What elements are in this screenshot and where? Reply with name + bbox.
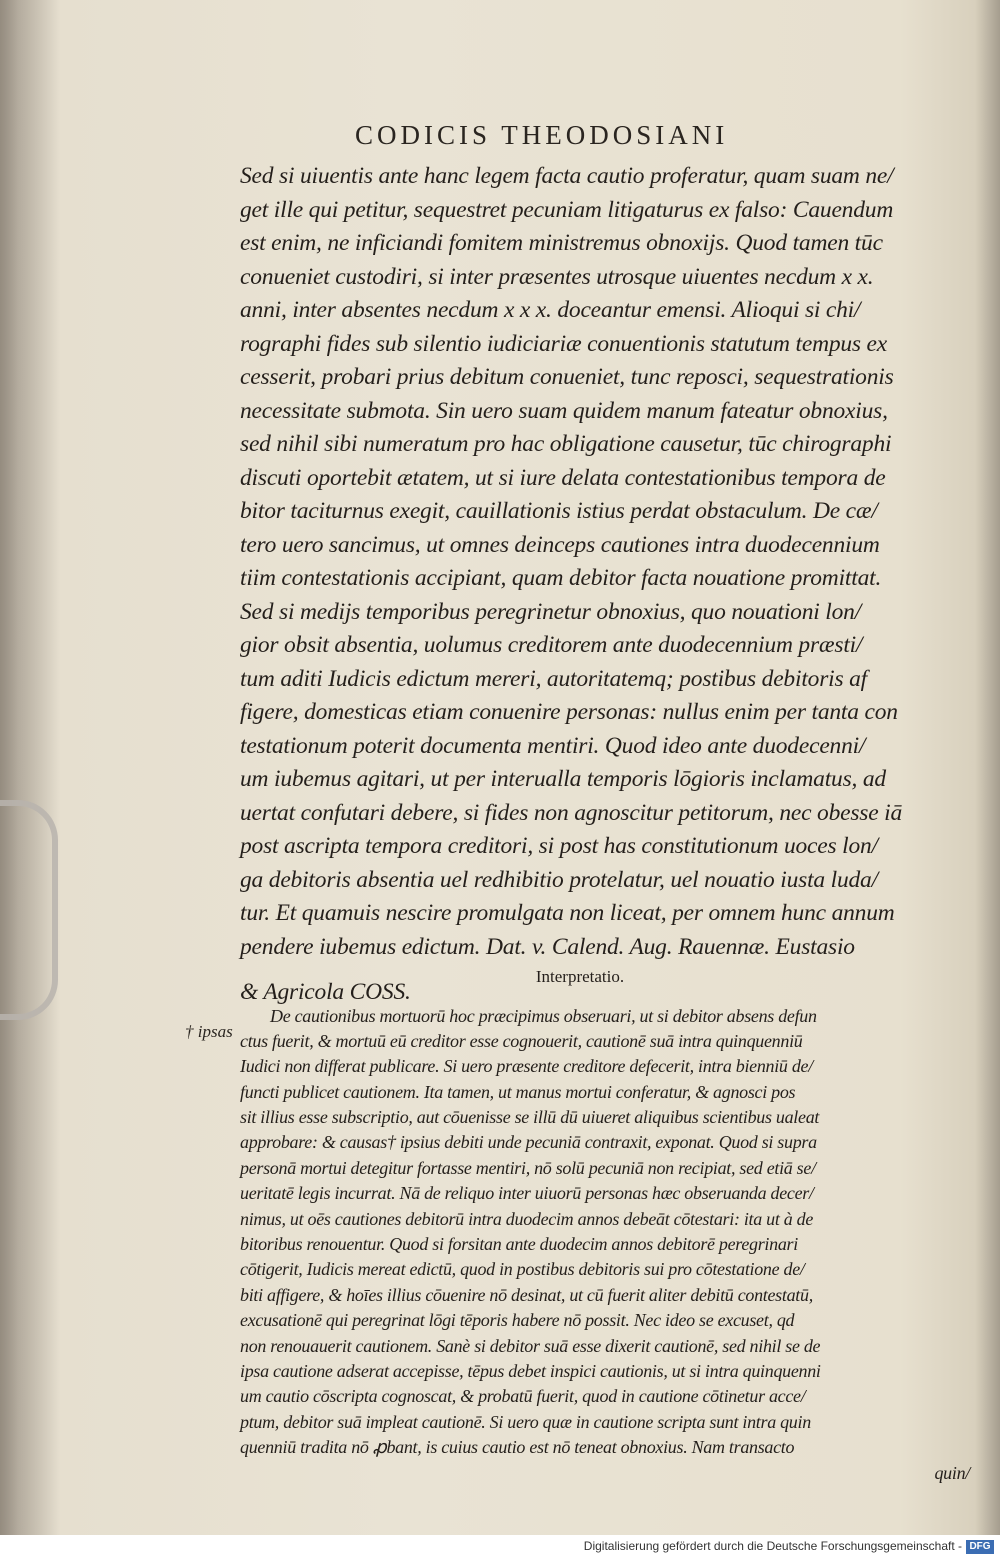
text-line: um iubemus agitari, ut per interualla temporis lōgioris inclamatus, ad [240, 766, 886, 792]
text-line: post ascripta tempora creditori, si post has constitutionum uoces lon/ [240, 833, 878, 859]
text-line: De cautionibus mortuorū hoc præcipimus obseruari, ut si debitor absens defun [270, 1005, 817, 1026]
text-line: cesserit, probari prius debitum conueniet, tunc reposci, sequestrationis [240, 364, 894, 390]
interpretatio-heading: Interpretatio. [535, 967, 625, 986]
text-line: Iudici non differat publicare. Si uero præsente creditore defecerit, intra bienniū de/ [240, 1056, 813, 1077]
text-line: ipsa cautione adserat accepisse, tēpus debet inspici cautionis, ut si intra quinquenni [240, 1360, 821, 1381]
consuls-line: & Agricola COSS. [240, 979, 411, 1005]
text-line: est enim, ne inficiandi fomitem ministremus obnoxijs. Quod tamen tūc [240, 230, 883, 256]
text-line: figere, domesticas etiam conuenire personas: nullus enim per tanta con [240, 699, 898, 725]
text-line: anni, inter absentes necdum x x x. doceantur emensi. Alioqui si chi/ [240, 297, 861, 323]
paper-clip [0, 800, 58, 1020]
text-line: personā mortui detegitur fortasse mentiri, nō solū pecuniā non recipiat, sed etiā se/ [240, 1157, 816, 1178]
catchword: quin/ [934, 1462, 970, 1483]
text-line: ueritatē legis incurrat. Nā de reliquo inter uiuorū personas hæc obseruanda decer/ [240, 1183, 814, 1204]
text-line: pendere iubemus edictum. Dat. v. Calend. Aug. Rauennæ. Eustasio [240, 933, 855, 960]
text-line: ga debitoris absentia uel redhibitio protelatur, uel nouatio iusta luda/ [240, 866, 878, 893]
text-line: ctus fuerit, & mortuū eū creditor esse cognouerit, cautionē suā intra quinquenniū [240, 1030, 803, 1051]
text-line: Sed si medijs temporibus peregrinetur obnoxius, quo nouationi lon/ [240, 598, 862, 625]
text-line: tur. Et quamuis nescire promulgata non liceat, per omnem hunc annum [240, 900, 895, 926]
text-line: tero uero sancimus, ut omnes deinceps cautiones intra duodecennium [240, 531, 880, 558]
text-line: non renouauerit cautionem. Sanè si debitor suā esse dixerit cautionē, sed nihil se de [240, 1335, 821, 1356]
text-line: quenniū tradita nō ꝓbant, is cuius cautio est nō teneat obnoxius. Nam transacto [240, 1437, 795, 1458]
text-line: testationum poterit documenta mentiri. Quod ideo ante duodecenni/ [240, 732, 866, 759]
text-line: tum aditi Iudicis edictum mereri, autoritatemq; postibus debitoris af [240, 665, 867, 692]
text-line: sit illius esse subscriptio, aut cōuenisse se illū dū uiueret aliquibus scientibus ualeat [240, 1107, 820, 1128]
margin-note: † ipsas [185, 1022, 233, 1041]
dfg-logo: DFG [966, 1540, 994, 1554]
text-line: um cautio cōscripta cognoscat, & probatū fuerit, quod in cautione cōtinetur acce/ [240, 1386, 806, 1407]
text-line: get ille qui petitur, sequestret pecuniam litigaturus ex falso: Cauendum [240, 196, 894, 223]
text-line: gior obsit absentia, uolumus creditorem ante duodecennium præsti/ [240, 632, 863, 658]
main-text [240, 160, 970, 964]
text-line: Sed si uiuentis ante hanc legem facta cautio proferatur, quam suam ne/ [240, 163, 894, 189]
text-line: tiim contestationis accipiant, quam debitor facta nouatione promittat. [240, 565, 882, 591]
text-line: functi publicet cautionem. Ita tamen, ut manus mortui conferatur, & agnosci pos [240, 1081, 796, 1102]
page-body [240, 160, 970, 1486]
text-line: bitor taciturnus exegit, cauillationis istius perdat obstaculum. De cæ/ [240, 498, 878, 524]
text-line: cōtigerit, Iudicis mereat edictū, quod in postibus debitoris sui pro cōtestatione de/ [240, 1259, 805, 1280]
page-header: CODICIS THEODOSIANI [355, 120, 729, 150]
text-line: conueniet custodiri, si inter præsentes utrosque uiuentes necdum x x. [240, 263, 874, 290]
text-line: ptum, debitor suā impleat cautionē. Si uero quæ in cautione scripta sunt intra quin [240, 1411, 811, 1432]
text-line: approbare: & causas† ipsius debiti unde pecuniā contraxit, exponat. Quod si supra [240, 1132, 817, 1153]
text-line: uertat confutari debere, si fides non agnoscitur petitorum, nec obesse iā [240, 799, 903, 826]
text-line: bitoribus renouentur. Quod si forsitan ante duodecim annos debitorē peregrinari [240, 1234, 798, 1255]
text-line: nimus, ut oēs cautiones debitorū intra duodecim annos debeāt cōtestari: ita ut à de [240, 1208, 814, 1229]
text-line: discuti oportebit ætatem, ut si iure delata contestationibus tempora de [240, 464, 886, 491]
text-line: excusationē qui peregrinat lōgi tēporis habere nō possit. Nec ideo se excuset, qd [240, 1310, 795, 1331]
text-line: sed nihil sibi numeratum pro hac obligatione causetur, tūc chirographi [240, 431, 892, 457]
text-line: necessitate submota. Sin uero suam quidem manum fateatur obnoxius, [240, 397, 888, 424]
text-line: biti affigere, & hoīes illius cōuenire nō desinat, ut cū fuerit aliter debitū contestatū, [240, 1284, 813, 1305]
footer-bar [0, 1535, 1000, 1561]
funding-notice: Digitalisierung gefördert durch die Deutsche Forschungsgemeinschaft - [583, 1539, 962, 1553]
interpretatio-text [240, 1004, 970, 1486]
text-line: rographi fides sub silentio iudiciariæ conuentionis statutum tempus ex [240, 330, 888, 357]
